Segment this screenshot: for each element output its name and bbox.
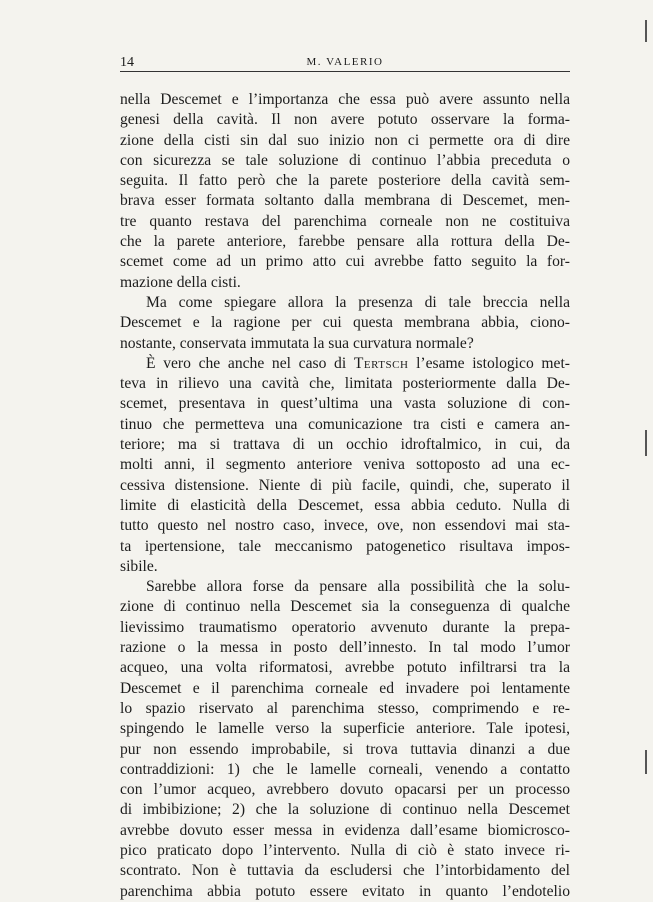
text-line: tre quanto restava del parenchima corneale non ne costituiva [120,212,570,230]
text-line: molti anni, il segmento anteriore veniva sottoposto ad una ec- [120,456,570,474]
text-line: ta ipertensione, tale meccanismo patogenetico risultava impos- [120,537,570,555]
text-line: teriore; ma si trattava di un occhio idroftalmico, in cui, da [120,436,570,454]
text-fragment: l’esame istologico met- [408,354,570,372]
text-line: con sicurezza se tale soluzione di continuo l’abbia preceduta o [120,151,570,169]
text-line: Sarebbe allora forse da pensare alla possibilità che la solu- [146,578,570,596]
text-line: di imbibizione; 2) che la soluzione di continuo nella Descemet [120,801,570,819]
text-line: lo spazio riservato al parenchima stesso, comprimendo e re- [120,699,570,717]
text-line: avrebbe dovuto esser messa in evidenza dall’esame biomicrosco- [120,821,570,839]
text-line: scemet come ad un primo atto cui avrebbe fatto seguito la for- [120,253,570,271]
text-line: contraddizioni: 1) che le lamelle corneali, venendo a contatto [120,760,570,778]
text-line: brava esser formata soltanto dalla membrana di Descemet, men- [120,192,570,210]
header-rule [120,71,570,72]
text-line: razione o la messa in posto dell’innesto. In tal modo l’umor [120,639,570,657]
body-text [120,90,570,902]
page-number: 14 [120,55,134,70]
text-line: lievissimo traumatismo operatorio avvenuto durante la prepa- [120,618,570,636]
text-line: parenchima abbia potuto essere evitato in quanto l’endotelio [120,882,570,900]
text-line: Descemet e la ragione per cui questa membrana abbia, ciono- [120,314,570,332]
text-line: acqueo, una volta riformatosi, avrebbe potuto infiltrarsi tra la [120,659,570,677]
text-line: nella Descemet e l’importanza che essa può avere assunto nella [120,91,570,108]
text-line: scemet, presentava in quest’ultima una vasta soluzione di con- [120,395,570,413]
text-line: sibile. [120,557,158,575]
text-line: che la parete anteriore, farebbe pensare alla rottura della De- [120,233,570,251]
text-line: genesi della cavità. Il non avere potuto osservare la forma- [120,111,570,129]
text-line: pico praticato dopo l’intervento. Nulla di ciò è stato invece ri- [120,841,570,859]
running-head: M. VALERIO [306,56,384,68]
page-edge-mark [645,20,647,42]
text-line: nostante, conservata immutata la sua curvatura normale? [120,334,474,352]
text-line: spingendo le lamelle verso la superficie anteriore. Tale ipotesi, [120,720,570,738]
page-header [120,55,570,75]
text-line: Descemet e il parenchima corneale ed invadere poi lentamente [120,679,570,697]
author-name: Tertsch [353,354,409,372]
text-line: zione di continuo nella Descemet sia la conseguenza di qualche [120,598,570,616]
text-fragment: È vero che anche nel caso di [146,354,354,372]
text-line: tinuo che permetteva una comunicazione tra cisti e camera an- [120,415,570,433]
text-line: limite di elasticità della Descemet, essa abbia ceduto. Nulla di [120,496,570,514]
text-line: scontrato. Non è tuttavia da escludersi che l’intorbidamento del [120,862,570,880]
text-line: seguita. Il fatto però che la parete posteriore della cavità sem- [120,172,570,190]
text-line: teva in rilievo una cavità che, limitata posteriormente dalla De- [120,375,570,393]
page-edge-mark [645,430,647,456]
text-line [120,354,570,374]
text-line: zione della cisti sin dal suo inizio non ci permette ora di dire [120,131,570,149]
paragraph-2 [120,293,570,354]
text-line: pur non essendo improbabile, si trova tuttavia dinanzi a due [120,740,570,758]
page-edge-mark [645,750,647,774]
text-line: con l’umor acqueo, avrebbero dovuto opacarsi per un processo [120,781,570,799]
text-line: mazione della cisti. [120,273,241,291]
text-line: cessiva distensione. Niente di più facile, quindi, che, superato il [120,476,570,494]
paragraph-1 [120,90,570,293]
paragraph-3 [120,354,570,577]
text-line: Ma come spiegare allora la presenza di tale breccia nella [146,293,570,311]
text-line: tutto questo nel nostro caso, invece, ove, non essendovi mai sta- [120,517,570,535]
paragraph-4 [120,577,570,902]
